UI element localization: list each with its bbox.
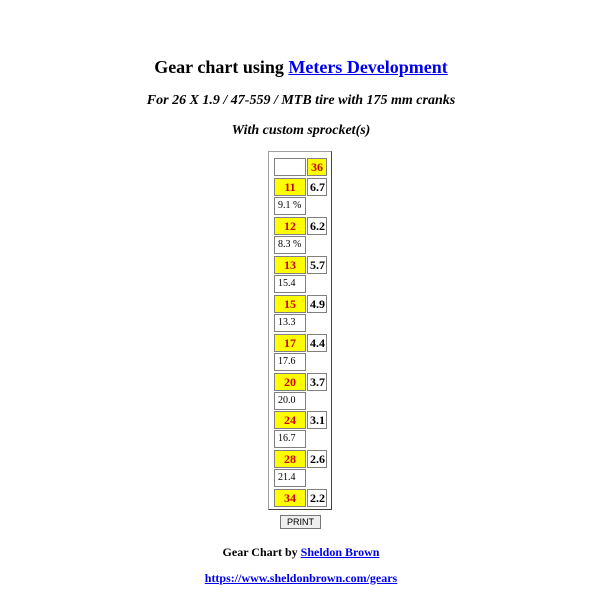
cog-cell: 12: [274, 217, 306, 235]
gear-value-cell: 4.4: [307, 334, 327, 352]
cog-cell: 34: [274, 489, 306, 507]
step-percent-cell: 15.4: [274, 275, 306, 293]
gear-value-cell: 2.2: [307, 489, 327, 507]
step-percent-cell: 9.1 %: [274, 197, 306, 215]
credit-prefix: Gear Chart by: [222, 545, 298, 559]
cog-cell: 17: [274, 334, 306, 352]
gear-value-cell: 4.9: [307, 295, 327, 313]
cog-cell: 15: [274, 295, 306, 313]
gear-value-cell: 5.7: [307, 256, 327, 274]
page-title: [0, 56, 602, 78]
cog-cell: 28: [274, 450, 306, 468]
title-prefix: Gear chart using: [154, 57, 284, 77]
print-button[interactable]: PRINT: [280, 515, 321, 529]
gear-value-cell: 6.7: [307, 178, 327, 196]
gear-value-cell: 6.2: [307, 217, 327, 235]
cog-cell: 11: [274, 178, 306, 196]
chainring-cell: 36: [307, 158, 327, 176]
gear-value-cell: 3.7: [307, 373, 327, 391]
step-percent-cell: 8.3 %: [274, 236, 306, 254]
tire-description: For 26 X 1.9 / 47-559 / MTB tire with 175 mm cranks: [146, 93, 456, 108]
step-percent-cell: 21.4: [274, 469, 306, 487]
url-line: [0, 571, 602, 585]
gear-value-cell: 3.1: [307, 411, 327, 429]
credit-line: [0, 545, 602, 559]
step-percent-cell: 16.7: [274, 430, 306, 448]
corner-cell: [274, 158, 306, 176]
gears-url-link[interactable]: https://www.sheldonbrown.com/gears: [204, 571, 398, 585]
meters-development-link[interactable]: Meters Development: [288, 57, 448, 77]
step-percent-cell: 17.6: [274, 353, 306, 371]
cog-cell: 13: [274, 256, 306, 274]
cog-cell: 24: [274, 411, 306, 429]
cog-cell: 20: [274, 373, 306, 391]
step-percent-cell: 20.0: [274, 392, 306, 410]
sheldon-brown-link[interactable]: Sheldon Brown: [300, 545, 380, 559]
custom-sprocket-note: With custom sprocket(s): [231, 123, 371, 138]
gear-value-cell: 2.6: [307, 450, 327, 468]
step-percent-cell: 13.3: [274, 314, 306, 332]
